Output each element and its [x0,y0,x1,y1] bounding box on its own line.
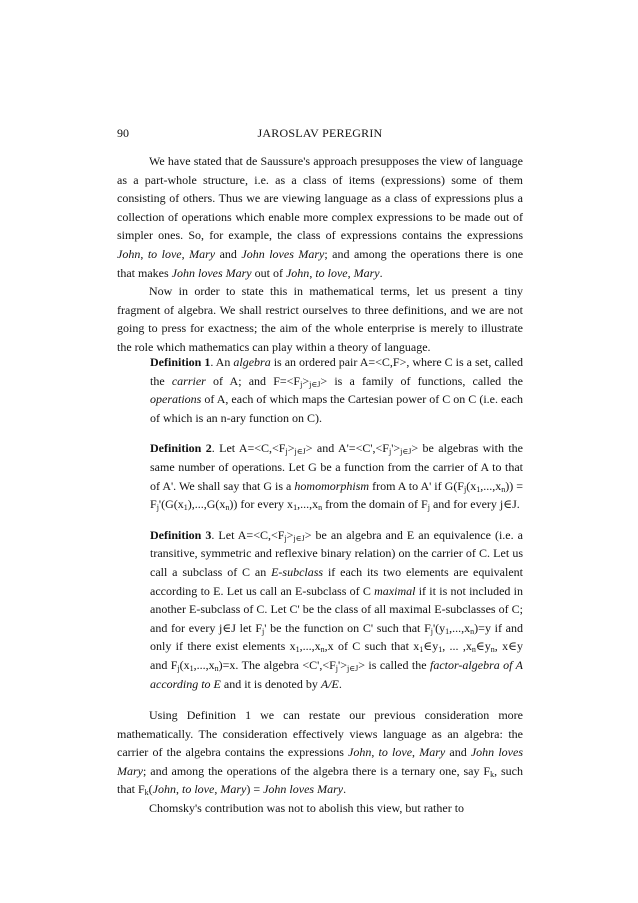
paragraph: Now in order to state this in mathematical terms, let us present a tiny fragment of algebra. We shall restrict ourselves to three definitions, and we are not going to press for exactness; the aim of the whole enterprise is merely to illustrate the role which mathematics can play within a theory of language. [117,284,523,354]
paragraph: Chomsky's contribution was not to abolish this view, but rather to [149,800,465,815]
paragraph: We have stated that de Saussure's approach presupposes the view of language as a part-whole structure, i.e. as a class of items (expressions) some of them consisting of others. Thus we are viewing language as a class of expressions plus a collection of operations which enable more complex expressions to be made out of simpler ones. So, for example, the class of expressions contains the expressions John, to love, Mary and John loves Mary; and among the operations there is one that makes John loves Mary out of John, to love, Mary. [117,154,524,280]
intro-text [117,152,523,357]
definition-3: Definition 3. Let $A=<C,<F_j>_{j\in J}>$ be an algebra and E an equivalence (i.e. a transitive, symmetric and reflexive binary relation) on the carrier of C. Let us call a subclass of C an E-subclass if each its two elements are equivalent according to E. Let us call an E-subclass of C maximal if it is not included in another E-subclass of C. Let C' be the class of all maximal E-subclasses of C; and for every j∈J let $F_j'$ be the function on C' such that $F_j'(y_1,...,x_n)=y$ if and only if there exist elements $x_1,...,x_n,x$ of C such that $x_1\in y_1$, ... $,x_n\in y_n$, x∈y and $F_j(x_1,...,x_n)=x$. The algebra $<C',<F_j'>_{j\in J}>$ is called the factor-algebra of A according to E and it is denoted by A/E. [150,527,524,691]
definition-2: Definition 2. Let $A=<C,<F_j>_{j\in J}>$ and $A'=<C',<F_j'>_{j\in J}>$ be algebras with the same number of operations. Let G be a function from the carrier of A to that of A'. We shall say that G is a homomorphism from A to A' if $G(F_j(x_1,...,x_n)) = F_j'(G(x_1),...,G(x_n))$ for every $x_1,...,x_n$ from the domain of $F_j$ and for every j∈J. [150,441,523,513]
outro-text [117,706,523,818]
running-head-author: JAROSLAV PEREGRIN [257,126,383,140]
definitions-block [150,353,523,705]
paragraph: Using Definition 1 we can restate our previous consideration more mathematically. The consideration effectively views language as an algebra: the carrier of the algebra contains the expressions John, to love, Mary and John loves Mary; and among the operations of the algebra there is a ternary one, say $F_k$, such that $F_k(John$, to love, Mary) = John loves Mary. [117,708,524,798]
page-number: 90 [117,126,129,140]
definition-1: Definition 1. An algebra is an ordered pair A=<C,F>, where C is a set, called the carrier of A; and $F=<F_j>_{j\in J}>$ is a family of functions, called the operations of A, each of which maps the Cartesian power of C on C (i.e. each of which is an n-ary function on C). [150,355,523,425]
